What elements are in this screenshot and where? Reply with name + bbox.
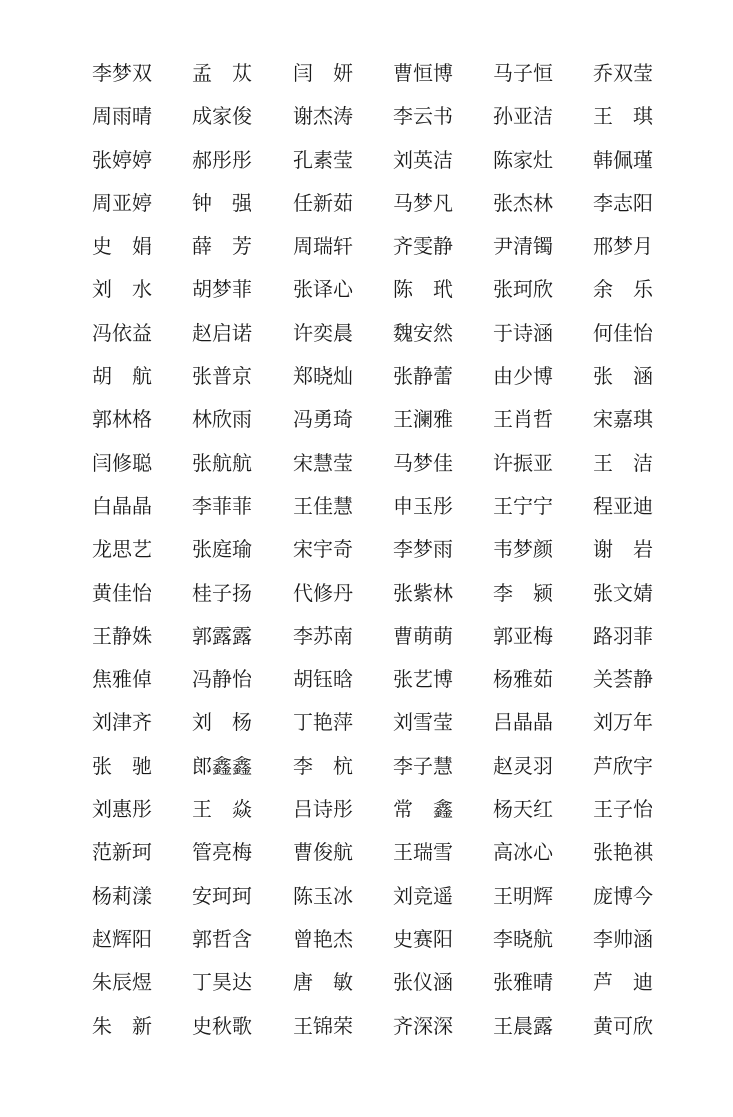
name-cell: 赵灵羽 bbox=[493, 753, 553, 778]
name-cell: 由少博 bbox=[493, 364, 553, 389]
name-cell: 闫修聪 bbox=[92, 450, 152, 475]
name-cell: 薛芳 bbox=[192, 234, 252, 259]
name-cell: 杨天红 bbox=[493, 797, 553, 822]
name-cell: 曹俊航 bbox=[293, 840, 353, 865]
name-cell: 谢岩 bbox=[593, 537, 653, 562]
name-cell: 陈家灶 bbox=[493, 147, 553, 172]
name-cell: 刘万年 bbox=[593, 710, 653, 735]
name-cell: 曾艳杰 bbox=[293, 926, 353, 951]
name-cell: 赵辉阳 bbox=[92, 926, 152, 951]
name-cell: 张珂欣 bbox=[493, 277, 553, 302]
name-cell: 白晶晶 bbox=[92, 493, 152, 518]
name-cell: 齐深深 bbox=[393, 1013, 453, 1038]
name-cell: 代修丹 bbox=[293, 580, 353, 605]
name-cell: 张紫林 bbox=[393, 580, 453, 605]
name-cell: 王焱 bbox=[192, 797, 252, 822]
name-cell: 周亚婷 bbox=[92, 190, 152, 215]
name-cell: 程亚迪 bbox=[593, 493, 653, 518]
name-cell: 朱新 bbox=[92, 1013, 152, 1038]
name-cell: 王佳慧 bbox=[293, 493, 353, 518]
name-cell: 张译心 bbox=[293, 277, 353, 302]
name-cell: 张航航 bbox=[192, 450, 252, 475]
name-cell: 吕诗彤 bbox=[293, 797, 353, 822]
name-cell: 赵启诺 bbox=[192, 320, 252, 345]
name-cell: 郭哲含 bbox=[192, 926, 252, 951]
name-cell: 李菲菲 bbox=[192, 493, 252, 518]
name-cell: 王澜雅 bbox=[393, 407, 453, 432]
name-cell: 张普京 bbox=[192, 364, 252, 389]
name-cell: 关荟静 bbox=[593, 667, 653, 692]
name-cell: 张艺博 bbox=[393, 667, 453, 692]
name-cell: 冯依益 bbox=[92, 320, 152, 345]
name-cell: 刘英洁 bbox=[393, 147, 453, 172]
name-cell: 马子恒 bbox=[493, 61, 553, 85]
name-cell: 范新珂 bbox=[92, 840, 152, 865]
name-cell: 庞博今 bbox=[593, 883, 653, 908]
name-cell: 唐敏 bbox=[293, 970, 353, 995]
name-cell: 余乐 bbox=[593, 277, 653, 302]
name-cell: 邢梦月 bbox=[593, 234, 653, 259]
name-cell: 乔双莹 bbox=[593, 61, 653, 85]
name-cell: 王琪 bbox=[593, 104, 653, 129]
name-cell: 冯静怡 bbox=[192, 667, 252, 692]
name-cell: 张杰林 bbox=[493, 190, 553, 215]
name-cell: 张雅晴 bbox=[493, 970, 553, 995]
name-cell: 刘雪莹 bbox=[393, 710, 453, 735]
name-cell: 桂子扬 bbox=[192, 580, 252, 605]
name-cell: 安珂珂 bbox=[192, 883, 252, 908]
name-cell: 张文婧 bbox=[593, 580, 653, 605]
name-cell: 孙亚洁 bbox=[493, 104, 553, 129]
name-cell: 周瑞轩 bbox=[293, 234, 353, 259]
name-cell: 芦迪 bbox=[593, 970, 653, 995]
name-cell: 史娟 bbox=[92, 234, 152, 259]
name-cell: 胡钰晗 bbox=[293, 667, 353, 692]
name-cell: 高冰心 bbox=[493, 840, 553, 865]
name-cell: 孔素莹 bbox=[293, 147, 353, 172]
name-cell: 胡航 bbox=[92, 364, 152, 389]
name-cell: 曹萌萌 bbox=[393, 623, 453, 648]
name-cell: 李梦雨 bbox=[393, 537, 453, 562]
name-cell: 王晨露 bbox=[493, 1013, 553, 1038]
name-cell: 李梦双 bbox=[92, 61, 152, 85]
name-cell: 杨莉漾 bbox=[92, 883, 152, 908]
name-cell: 韦梦颜 bbox=[493, 537, 553, 562]
name-cell: 许奕晨 bbox=[293, 320, 353, 345]
name-cell: 管亮梅 bbox=[192, 840, 252, 865]
name-cell: 朱辰煜 bbox=[92, 970, 152, 995]
name-cell: 王肖哲 bbox=[493, 407, 553, 432]
name-cell: 李苏南 bbox=[293, 623, 353, 648]
name-cell: 冯勇琦 bbox=[293, 407, 353, 432]
name-cell: 吕晶晶 bbox=[493, 710, 553, 735]
name-cell: 常鑫 bbox=[393, 797, 453, 822]
name-cell: 郑晓灿 bbox=[293, 364, 353, 389]
name-cell: 史秋歌 bbox=[192, 1013, 252, 1038]
name-cell: 郭林格 bbox=[92, 407, 152, 432]
name-list bbox=[92, 52, 692, 1048]
name-cell: 宋宇奇 bbox=[293, 537, 353, 562]
name-cell: 王静姝 bbox=[92, 623, 152, 648]
name-cell: 王宁宁 bbox=[493, 493, 553, 518]
name-cell: 李云书 bbox=[393, 104, 453, 129]
name-cell: 马梦佳 bbox=[393, 450, 453, 475]
name-cell: 刘津齐 bbox=[92, 710, 152, 735]
name-cell: 尹清镯 bbox=[493, 234, 553, 259]
name-cell: 郭露露 bbox=[192, 623, 252, 648]
name-cell: 王锦荣 bbox=[293, 1013, 353, 1038]
name-cell: 王子怡 bbox=[593, 797, 653, 822]
name-cell: 李颍 bbox=[493, 580, 553, 605]
name-cell: 李志阳 bbox=[593, 190, 653, 215]
name-cell: 丁艳萍 bbox=[293, 710, 353, 735]
name-cell: 王瑞雪 bbox=[393, 840, 453, 865]
name-cell: 张静蕾 bbox=[393, 364, 453, 389]
name-cell: 张驰 bbox=[92, 753, 152, 778]
name-cell: 何佳怡 bbox=[593, 320, 653, 345]
name-cell: 刘水 bbox=[92, 277, 152, 302]
name-cell: 李帅涵 bbox=[593, 926, 653, 951]
name-cell: 王洁 bbox=[593, 450, 653, 475]
name-cell: 刘竞遥 bbox=[393, 883, 453, 908]
name-cell: 郭亚梅 bbox=[493, 623, 553, 648]
name-cell: 张涵 bbox=[593, 364, 653, 389]
name-cell: 黄佳怡 bbox=[92, 580, 152, 605]
name-cell: 张婷婷 bbox=[92, 147, 152, 172]
name-cell: 张仪涵 bbox=[393, 970, 453, 995]
name-cell: 郝彤彤 bbox=[192, 147, 252, 172]
name-cell: 丁昊达 bbox=[192, 970, 252, 995]
name-cell: 李晓航 bbox=[493, 926, 553, 951]
name-cell: 许振亚 bbox=[493, 450, 553, 475]
name-cell: 魏安然 bbox=[393, 320, 453, 345]
name-cell: 杨雅茹 bbox=[493, 667, 553, 692]
name-cell: 李子慧 bbox=[393, 753, 453, 778]
name-cell: 史赛阳 bbox=[393, 926, 453, 951]
name-cell: 韩佩瑾 bbox=[593, 147, 653, 172]
name-cell: 郎鑫鑫 bbox=[192, 753, 252, 778]
name-cell: 刘惠彤 bbox=[92, 797, 152, 822]
name-cell: 孟苁 bbox=[192, 61, 252, 85]
name-cell: 张庭瑜 bbox=[192, 537, 252, 562]
name-cell: 齐雯静 bbox=[393, 234, 453, 259]
name-cell: 成家俊 bbox=[192, 104, 252, 129]
name-cell: 路羽菲 bbox=[593, 623, 653, 648]
name-cell: 曹恒博 bbox=[393, 61, 453, 85]
name-cell: 芦欣宇 bbox=[593, 753, 653, 778]
name-cell: 宋慧莹 bbox=[293, 450, 353, 475]
name-cell: 李杭 bbox=[293, 753, 353, 778]
name-cell: 宋嘉琪 bbox=[593, 407, 653, 432]
name-cell: 马梦凡 bbox=[393, 190, 453, 215]
name-cell: 胡梦菲 bbox=[192, 277, 252, 302]
name-cell: 申玉彤 bbox=[393, 493, 453, 518]
name-cell: 任新茹 bbox=[293, 190, 353, 215]
name-cell: 刘杨 bbox=[192, 710, 252, 735]
name-cell: 陈玳 bbox=[393, 277, 453, 302]
name-cell: 林欣雨 bbox=[192, 407, 252, 432]
name-cell: 钟强 bbox=[192, 190, 252, 215]
name-cell: 焦雅倬 bbox=[92, 667, 152, 692]
name-cell: 王明辉 bbox=[493, 883, 553, 908]
name-cell: 于诗涵 bbox=[493, 320, 553, 345]
name-cell: 张艳祺 bbox=[593, 840, 653, 865]
name-cell: 黄可欣 bbox=[593, 1013, 653, 1038]
name-cell: 龙思艺 bbox=[92, 537, 152, 562]
name-cell: 谢杰涛 bbox=[293, 104, 353, 129]
name-cell: 闫妍 bbox=[293, 61, 353, 85]
name-cell: 陈玉冰 bbox=[293, 883, 353, 908]
name-cell: 周雨晴 bbox=[92, 104, 152, 129]
